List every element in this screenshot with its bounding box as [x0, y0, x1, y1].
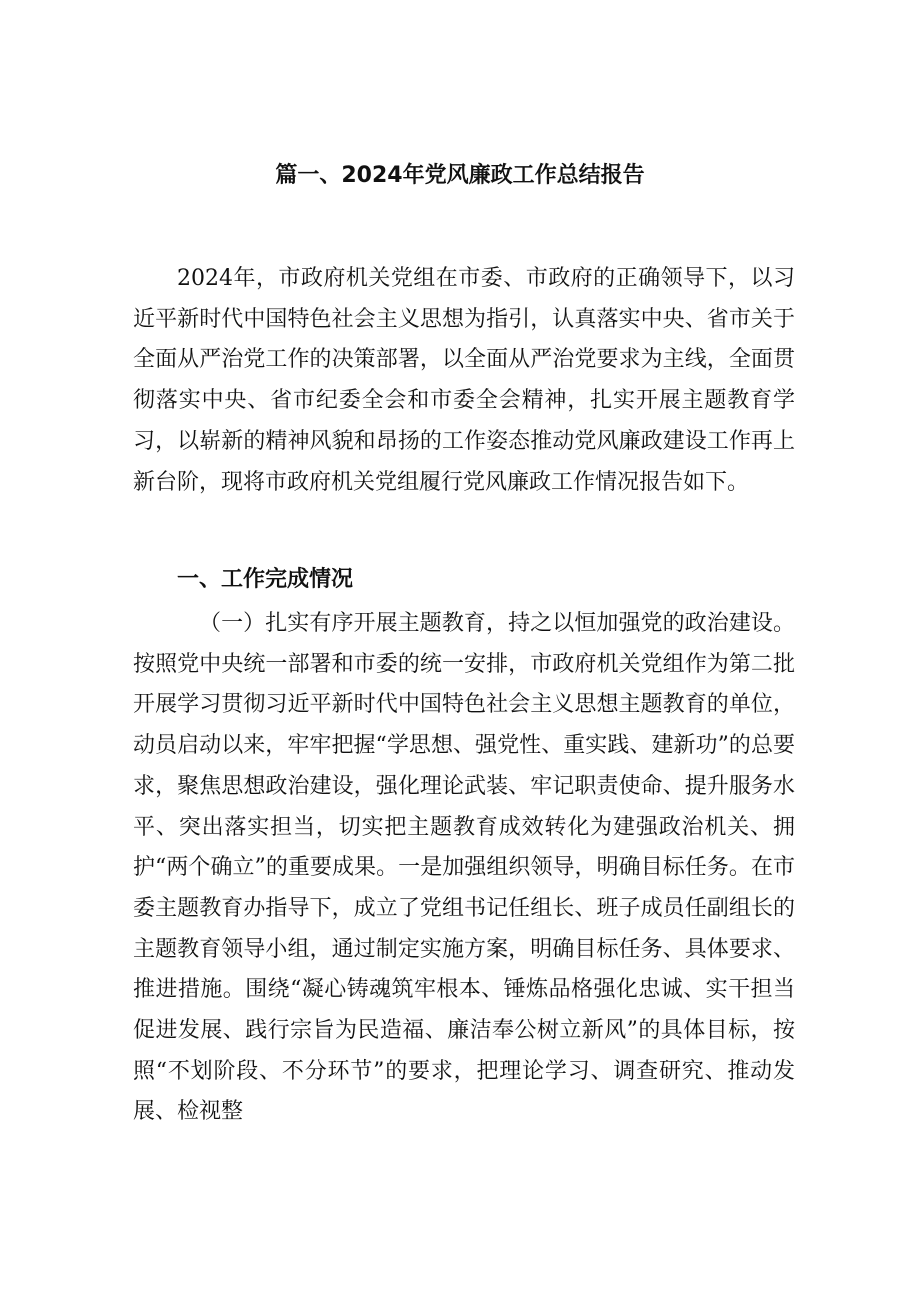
section-paragraph: （一）扎实有序开展主题教育，持之以恒加强党的政治建设。按照党中央统一部署和市委的统一安排，市政府机关党组作为第二批开展学习贯彻习近平新时代中国特色社会主义思想主题教育的单位，动员启动以来，牢牢把握“学思想、强党性、重实践、建新功”的总要求，聚焦思想政治建设，强化理论武装、牢记职责使命、提升服务水平、突出落实担当，切实把主题教育成效转化为建强政治机关、拥护“两个确立”的重要成果。一是加强组织领导，明确目标任务。在市委主题教育办指导下，成立了党组书记任组长、班子成员任副组长的主题教育领导小组，通过制定实施方案，明确目标任务、具体要求、推进措施。围绕“凝心铸魂筑牢根本、锤炼品格强化忠诚、实干担当促进发展、践行宗旨为民造福、廉洁奉公树立新风”的具体目标，按照“不划阶段、不分环节”的要求，把理论学习、调查研究、推动发展、检视整 [133, 611, 795, 1125]
section-heading: 一、工作完成情况 [177, 567, 354, 592]
intro-paragraph: 2024年，市政府机关党组在市委、市政府的正确领导下，以习近平新时代中国特色社会主义思想为指引，认真落实中央、省市关于全面从严治党工作的决策部署，以全面从严治党要求为主线，全面贯彻落实中央、省市纪委全会和市委全会精神，扎实开展主题教育学习，以崭新的精神风貌和昂扬的工作姿态推动党风廉政建设工作再上新台阶，现将市政府机关党组履行党风廉政工作情况报告如下。 [133, 266, 795, 495]
document-title: 篇一、2024年党风廉政工作总结报告 [275, 163, 645, 188]
